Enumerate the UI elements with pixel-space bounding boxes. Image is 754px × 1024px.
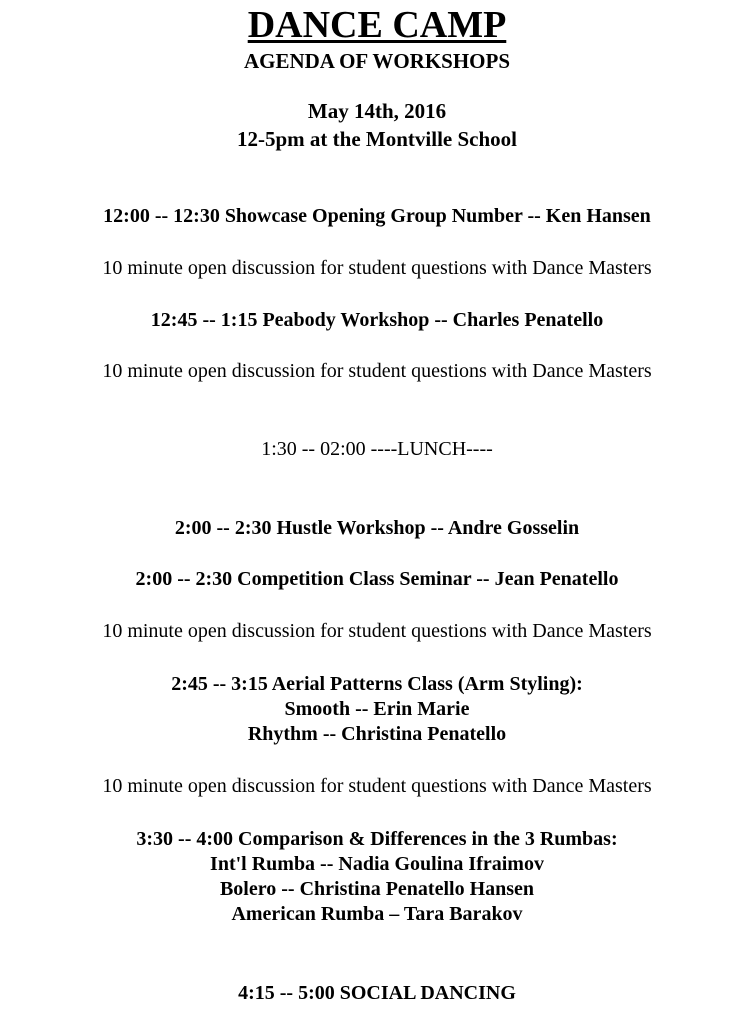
- agenda-item-aerial-rhythm: Rhythm -- Christina Penatello: [247, 723, 507, 745]
- agenda-item-rumbas-bolero: Bolero -- Christina Penatello Hansen: [219, 878, 535, 900]
- agenda-item-hustle: 2:00 -- 2:30 Hustle Workshop -- Andre Gosselin: [174, 517, 580, 539]
- agenda-lunch: 1:30 -- 02:00 ----LUNCH----: [261, 438, 493, 460]
- agenda-item-aerial-title: 2:45 -- 3:15 Aerial Patterns Class (Arm Styling):: [171, 673, 583, 695]
- agenda-item-competition: 2:00 -- 2:30 Competition Class Seminar -- Jean Penatello: [135, 568, 619, 590]
- agenda-discussion: 10 minute open discussion for student questions with Dance Masters: [102, 360, 652, 382]
- agenda-item-rumbas: [0, 827, 754, 927]
- agenda-item-aerial-smooth: Smooth -- Erin Marie: [284, 698, 470, 720]
- agenda-item-showcase: 12:00 -- 12:30 Showcase Opening Group Number -- Ken Hansen: [103, 205, 651, 227]
- agenda-discussion: 10 minute open discussion for student questions with Dance Masters: [102, 775, 652, 797]
- page-title-text: DANCE CAMP: [247, 4, 507, 46]
- page-subtitle: AGENDA OF WORKSHOPS: [243, 49, 511, 73]
- agenda-item-peabody: 12:45 -- 1:15 Peabody Workshop -- Charles Penatello: [150, 309, 604, 331]
- agenda-item-rumbas-title: 3:30 -- 4:00 Comparison & Differences in the 3 Rumbas:: [136, 828, 618, 850]
- agenda-discussion: 10 minute open discussion for student questions with Dance Masters: [102, 620, 652, 642]
- agenda-item-rumbas-american: American Rumba – Tara Barakov: [231, 903, 523, 925]
- event-venue: 12-5pm at the Montville School: [237, 127, 517, 151]
- page-title: [0, 4, 754, 46]
- agenda-item-social-dancing: 4:15 -- 5:00 SOCIAL DANCING: [238, 982, 516, 1004]
- agenda-discussion: 10 minute open discussion for student questions with Dance Masters: [102, 257, 652, 279]
- event-date: May 14th, 2016: [307, 99, 447, 123]
- agenda-item-aerial: [0, 672, 754, 747]
- agenda-item-rumbas-intl: Int'l Rumba -- Nadia Goulina Ifraimov: [210, 853, 544, 875]
